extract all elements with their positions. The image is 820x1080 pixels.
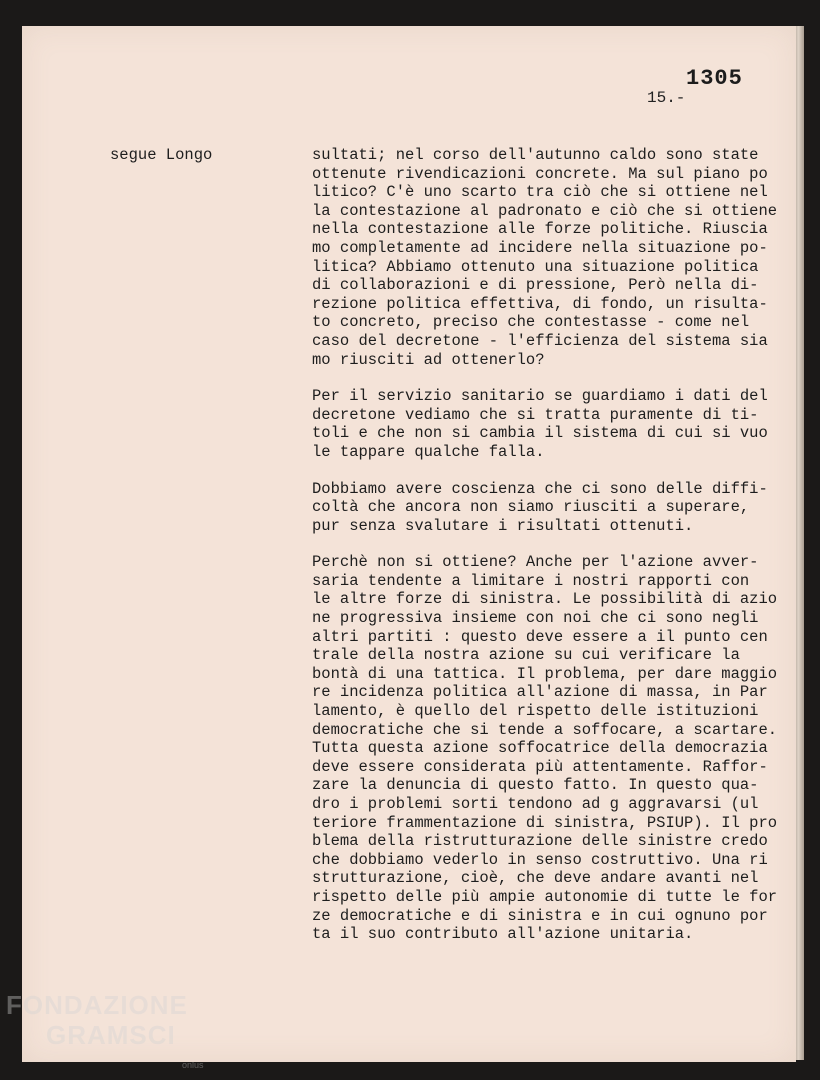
text-line: Tutta questa azione soffocatrice della democrazia: [312, 739, 768, 758]
text-line: teriore frammentazione di sinistra, PSIUP). Il pro: [312, 813, 778, 832]
text-line: bontà di una tattica. Il problema, per dare maggio: [312, 664, 778, 683]
text-line: le altre forze di sinistra. Le possibilità di azio: [312, 590, 778, 609]
text-line: mo completamente ad incidere nella situazione po-: [312, 238, 768, 257]
text-line: Per il servizio sanitario se guardiamo i dati del: [312, 387, 768, 406]
text-line: Dobbiamo avere coscienza che ci sono delle diffi-: [312, 479, 768, 498]
text-line: che dobbiamo vederlo in senso costruttivo. Una ri: [312, 850, 768, 869]
text-line: coltà che ancora non siamo riusciti a superare,: [312, 498, 750, 517]
text-line: ne progressiva insieme con noi che ci sono negli: [312, 609, 759, 628]
text-line: toli e che non si cambia il sistema di cui si vuo: [312, 424, 768, 443]
paragraph: [312, 387, 782, 461]
sheet-number: 15.-: [647, 89, 686, 107]
text-line: ta il suo contributo all'azione unitaria.: [312, 925, 694, 944]
paragraph: [312, 480, 782, 536]
watermark-line-2: GRAMSCI: [46, 1020, 176, 1050]
text-line: Perchè non si ottiene? Anche per l'azione avver-: [312, 553, 759, 572]
watermark-suffix: onlus: [182, 1060, 204, 1070]
text-line: sultati; nel corso dell'autunno caldo sono state: [312, 146, 759, 164]
text-line: decretone vediamo che si tratta puramente di ti-: [312, 405, 759, 424]
text-line: di collaborazioni e di pressione, Però nella di-: [312, 276, 759, 295]
speaker-note: segue Longo: [110, 146, 213, 164]
text-line: la contestazione al padronato e ciò che si ottiene: [312, 201, 778, 220]
text-line: trale della nostra azione su cui verificare la: [312, 646, 740, 665]
text-line: rezione politica effettiva, di fondo, un risulta-: [312, 294, 768, 313]
text-line: mo riusciti ad ottenerlo?: [312, 350, 545, 369]
text-line: ze democratiche e di sinistra e in cui ognuno por: [312, 906, 768, 925]
text-line: nella contestazione alle forze politiche. Riuscia: [312, 220, 768, 239]
archive-page-number: 1305: [686, 66, 743, 91]
text-line: litico? C'è uno scarto tra ciò che si ottiene nel: [312, 183, 768, 202]
text-line: le tappare qualche falla.: [312, 442, 545, 461]
text-line: strutturazione, cioè, che deve andare avanti nel: [312, 869, 759, 888]
body-text: [312, 146, 782, 962]
text-line: caso del decretone - l'efficienza del sistema sia: [312, 331, 768, 350]
watermark-line-1: FONDAZIONE: [6, 990, 188, 1020]
text-line: saria tendente a limitare i nostri rapporti con: [312, 571, 750, 590]
paragraph: [312, 146, 782, 369]
text-line: zare la denuncia di questo fatto. In questo qua-: [312, 776, 759, 795]
text-line: deve essere considerata più attentamente. Raffor-: [312, 757, 768, 776]
text-line: dro i problemi sorti tendono ad g aggravarsi (ul: [312, 795, 759, 813]
text-line: ottenute rivendicazioni concrete. Ma sul piano po: [312, 164, 768, 183]
text-line: altri partiti : questo deve essere a il punto cen: [312, 627, 768, 646]
fondazione-gramsci-watermark: [6, 990, 204, 1070]
text-line: lamento, è quello del rispetto delle istituzioni: [312, 702, 759, 721]
text-line: litica? Abbiamo ottenuto una situazione politica: [312, 257, 759, 276]
text-line: blema della ristrutturazione delle sinistre credo: [312, 832, 768, 851]
text-line: pur senza svalutare i risultati ottenuti.: [312, 516, 694, 535]
text-line: democratiche che si tende a soffocare, a scartare.: [312, 720, 778, 739]
text-line: rispetto delle più ampie autonomie di tutte le for: [312, 887, 778, 906]
text-line: re incidenza politica all'azione di massa, in Par: [312, 683, 768, 702]
text-line: to concreto, preciso che contestasse - come nel: [312, 313, 750, 332]
paragraph: [312, 553, 782, 943]
